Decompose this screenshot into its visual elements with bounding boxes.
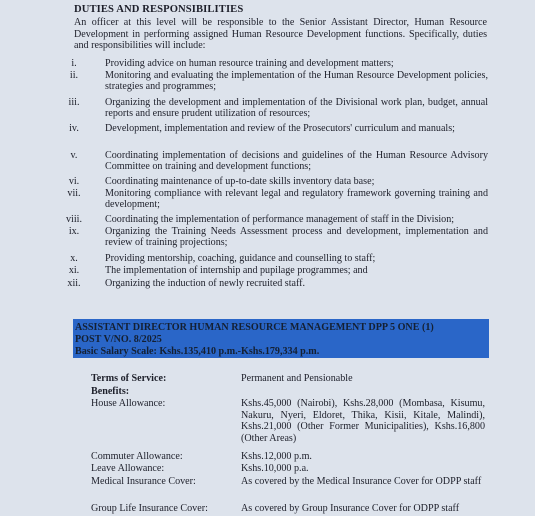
terms-of-service-value: Permanent and Pensionable bbox=[241, 373, 353, 384]
duty-number: x. bbox=[70, 253, 78, 264]
duty-number: i. bbox=[71, 58, 77, 69]
salary-scale: Basic Salary Scale: Kshs.135,410 p.m.-Kshs.179,334 p.m. bbox=[75, 346, 320, 357]
house-allowance-value: Kshs.45,000 (Nairobi), Kshs.28,000 (Mombasa, Kisumu, Nakuru, Nyeri, Eldoret, Thika, Kisii, Kitale, Malindi), Kshs.21,000 (Other Former Municipalities), Kshs.16,800 (Other Areas) bbox=[241, 398, 485, 444]
commuter-allowance-value: Kshs.12,000 p.m. bbox=[241, 451, 312, 462]
duty-number: ii. bbox=[69, 70, 79, 81]
duty-text: Coordinating maintenance of up-to-date skills inventory data base; bbox=[105, 176, 375, 187]
duty-number: vii. bbox=[67, 188, 81, 199]
duty-text: The implementation of internship and pupilage programmes; and bbox=[105, 265, 368, 276]
duty-text: Providing mentorship, coaching, guidance and counselling to staff; bbox=[105, 253, 376, 264]
duty-text: Organizing the development and implementation of the Divisional work plan, budget, annual reports and ensure prudent utilization of resources; bbox=[105, 97, 488, 120]
duty-text: Development, implementation and review of the Prosecutors' curriculum and manuals; bbox=[105, 123, 455, 134]
duties-heading: DUTIES AND RESPONSIBILITIES bbox=[74, 4, 244, 15]
duty-text: Providing advice on human resource training and development matters; bbox=[105, 58, 394, 69]
duty-text: Monitoring compliance with relevant legal and regulatory framework governing training and development; bbox=[105, 188, 488, 211]
duty-number: xi. bbox=[68, 265, 80, 276]
duty-number: iv. bbox=[69, 123, 79, 134]
group-life-cover-value: As covered by Group Insurance Cover for ODPP staff bbox=[241, 503, 460, 514]
commuter-allowance-label: Commuter Allowance: bbox=[91, 451, 183, 462]
terms-of-service-label: Terms of Service: bbox=[91, 373, 167, 384]
benefits-label: Benefits: bbox=[91, 386, 130, 397]
duty-number: v. bbox=[70, 150, 78, 161]
post-number: POST V/NO. 8/2025 bbox=[75, 334, 162, 345]
group-life-cover-label: Group Life Insurance Cover: bbox=[91, 503, 208, 514]
leave-allowance-value: Kshs.10,000 p.a. bbox=[241, 463, 309, 474]
duty-number: vi. bbox=[68, 176, 80, 187]
duties-intro: An officer at this level will be responsible to the Senior Assistant Director, Human Resource Development in performing assigned Human Resource Development functions. Specifically, duties and responsibilities will include: bbox=[74, 17, 487, 52]
duty-number: xii. bbox=[67, 278, 81, 289]
duty-number: viii. bbox=[66, 214, 82, 225]
post-title: ASSISTANT DIRECTOR HUMAN RESOURCE MANAGEMENT DPP 5 ONE (1) bbox=[75, 322, 434, 333]
house-allowance-label: House Allowance: bbox=[91, 398, 166, 409]
duty-number: ix. bbox=[68, 226, 80, 237]
duty-text: Organizing the induction of newly recruited staff. bbox=[105, 278, 306, 289]
duty-text: Coordinating implementation of decisions and guidelines of the Human Resource Advisory Committee on training and development functions; bbox=[105, 150, 488, 173]
duty-text: Coordinating the implementation of performance management of staff in the Division; bbox=[105, 214, 455, 225]
duty-text: Monitoring and evaluating the implementation of the Human Resource Development policies, strategies and programmes; bbox=[105, 70, 488, 93]
duty-text: Organizing the Training Needs Assessment process and development, implementation and review of training projections; bbox=[105, 226, 488, 249]
leave-allowance-label: Leave Allowance: bbox=[91, 463, 165, 474]
duty-number: iii. bbox=[68, 97, 80, 108]
medical-cover-label: Medical Insurance Cover: bbox=[91, 476, 196, 487]
medical-cover-value: As covered by the Medical Insurance Cover for ODPP staff bbox=[241, 476, 482, 487]
